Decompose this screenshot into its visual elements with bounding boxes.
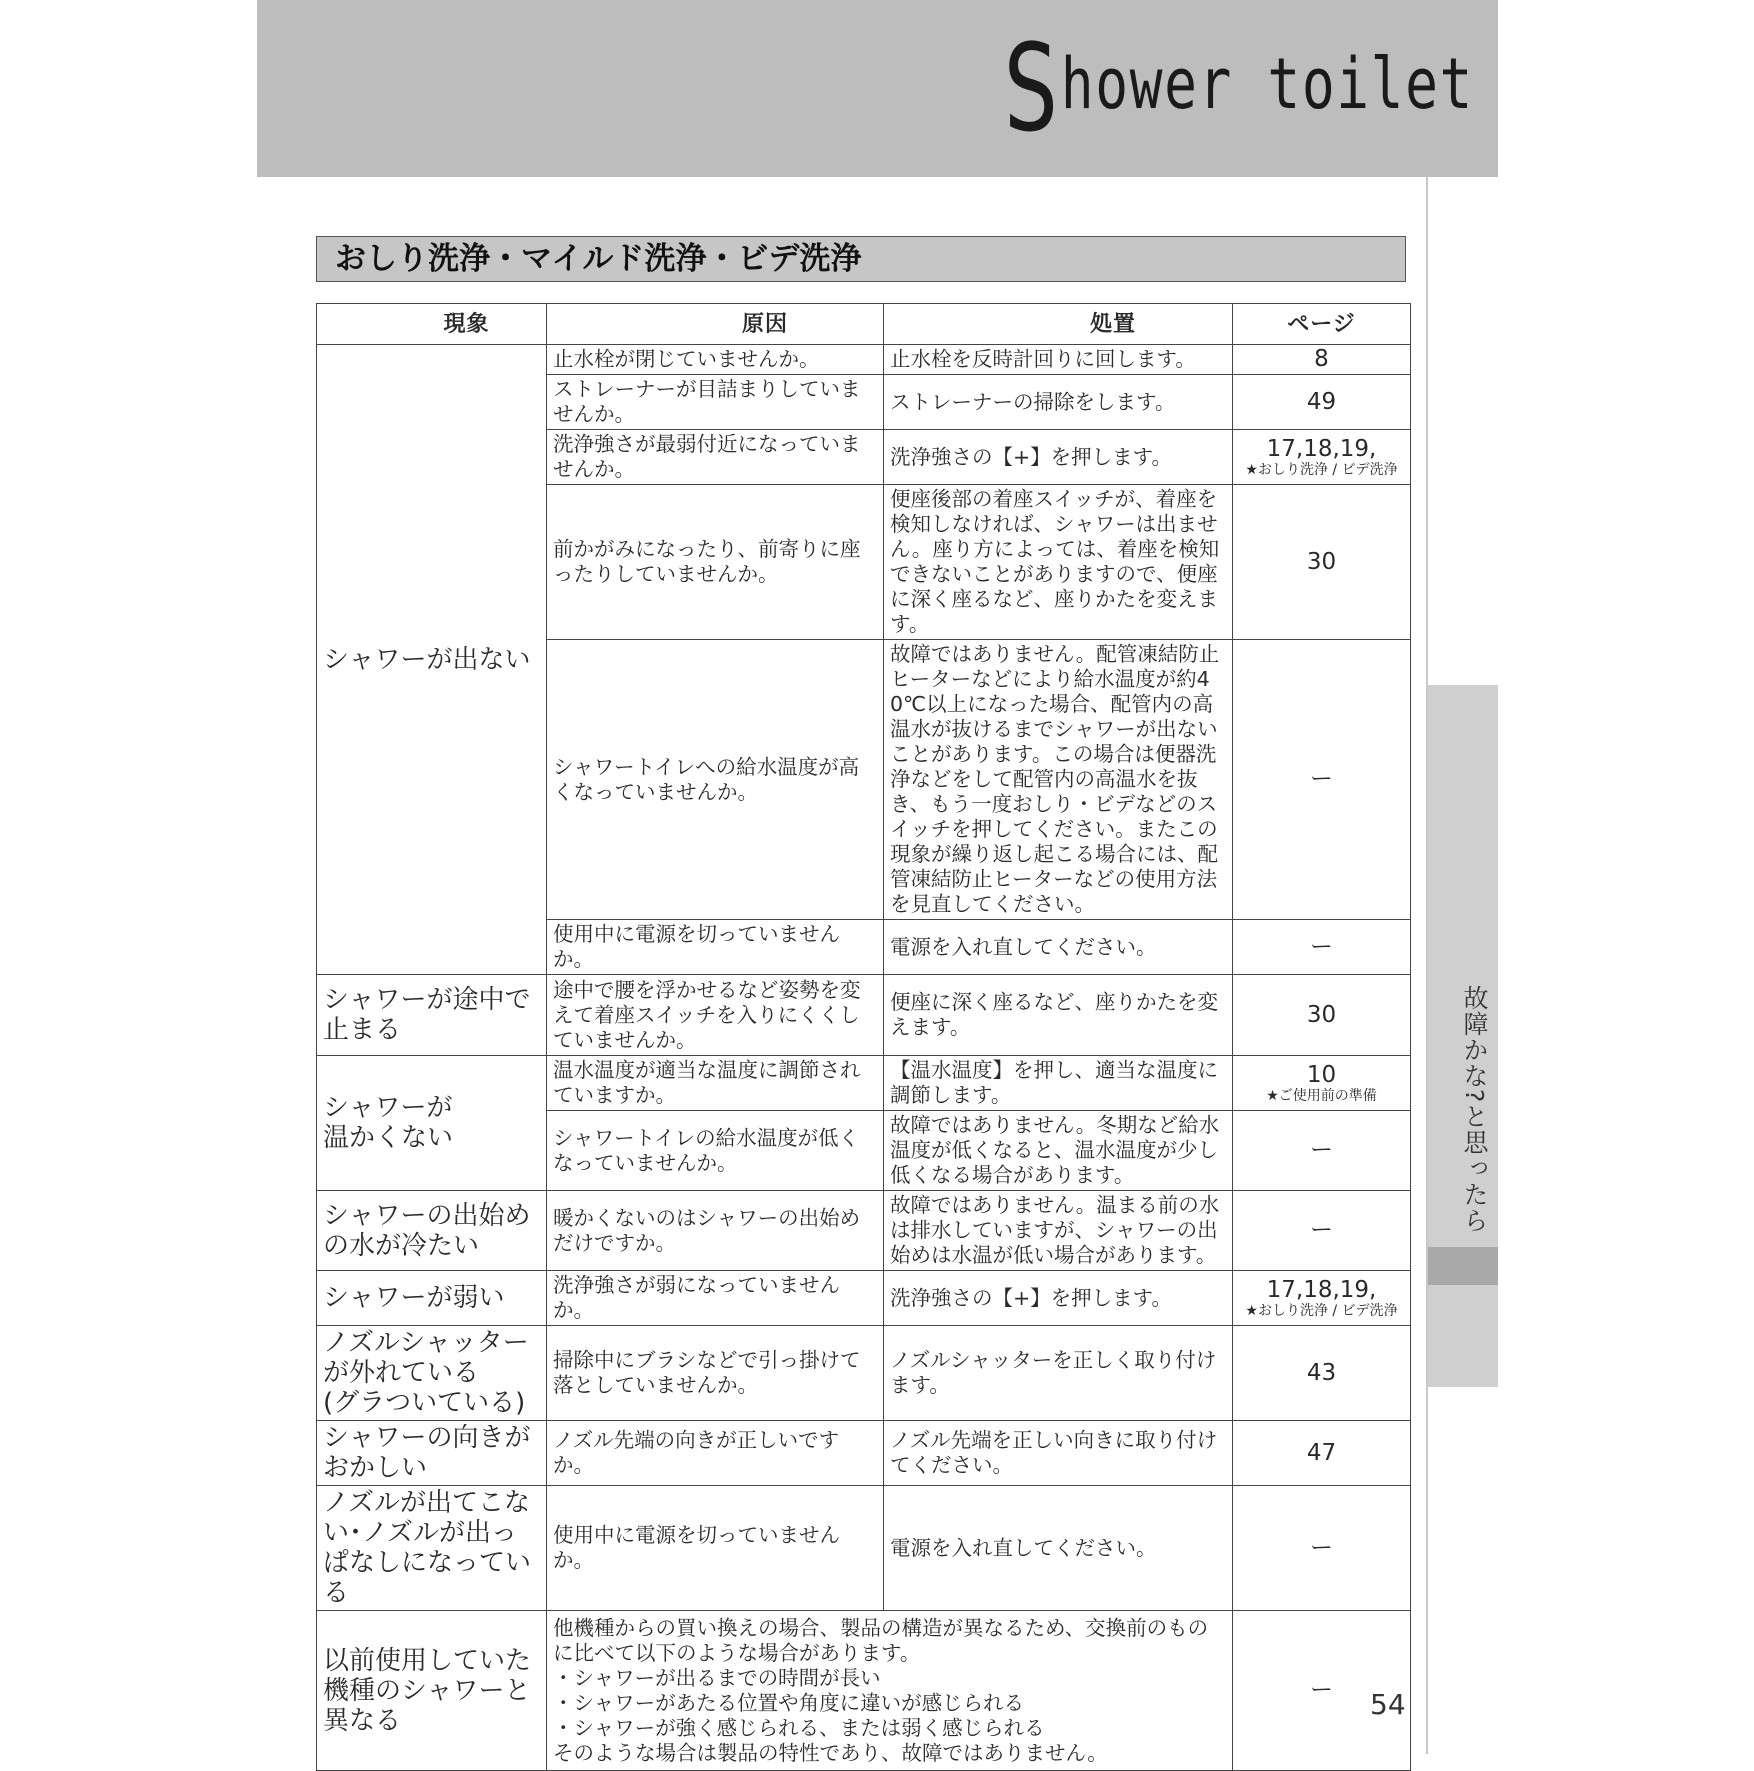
table-header-row — [317, 304, 1411, 345]
page-cell — [1233, 1271, 1411, 1326]
page-cell: 47 — [1233, 1421, 1411, 1486]
page-ref: 17,18,19, — [1266, 435, 1377, 462]
table-row — [317, 1611, 1411, 1771]
page-cell: ー — [1233, 1191, 1411, 1271]
note-bullet: ・シャワーがあたる位置や角度に違いが感じられる — [553, 1690, 1025, 1715]
symptom-cell: 以前使用していた機種のシャワーと異なる — [317, 1611, 547, 1771]
table-row — [317, 1271, 1411, 1326]
cause-cell: 使用中に電源を切っていませんか。 — [547, 1486, 884, 1611]
page-note: ★ご使用前の準備 — [1266, 1087, 1377, 1104]
cause-cell: ストレーナーが目詰まりしていませんか。 — [547, 375, 884, 430]
symptom-line: 温かくない — [323, 1123, 454, 1153]
table-row — [317, 1486, 1411, 1611]
remedy-cell: ノズルシャッターを正しく取り付けます。 — [884, 1326, 1233, 1421]
remedy-cell: 電源を入れ直してください。 — [884, 1486, 1233, 1611]
page-cell: ー — [1233, 920, 1411, 975]
brand-initial: S — [1002, 20, 1061, 159]
symptom-line: が外れている — [323, 1358, 480, 1388]
table-row — [317, 1421, 1411, 1486]
page-cell: 8 — [1233, 345, 1411, 375]
table-row — [317, 1326, 1411, 1421]
cause-cell: 止水栓が閉じていませんか。 — [547, 345, 884, 375]
note-bullet: ・シャワーが強く感じられる、または弱く感じられる — [553, 1715, 1045, 1740]
remedy-cell: 便座後部の着座スイッチが、着座を検知しなければ、シャワーは出ません。座り方によっては、着座を検知できないことがありますので、便座に深く座るなど、座りかたを変えます。 — [884, 485, 1233, 640]
page-cell — [1233, 430, 1411, 485]
symptom-cell: シャワーが出ない — [317, 345, 547, 975]
header-cause: 原因 — [547, 304, 884, 345]
remedy-cell: 故障ではありません。配管凍結防止ヒーターなどにより給水温度が約40℃以上になった場合、配管内の高温水が抜けるまでシャワーが出ないことがあります。この場合は便器洗浄などをして配管内の高温水を抜き、もう一度おしり・ビデなどのスイッチを押してください。またこの現象が繰り返し起こる場合には、配管凍結防止ヒーターなどの使用方法を見直してください。 — [884, 640, 1233, 920]
symptom-line: シャワーが — [323, 1093, 453, 1123]
symptom-cell: シャワーの出始めの水が冷たい — [317, 1191, 547, 1271]
cause-cell: 洗浄強さが弱になっていませんか。 — [547, 1271, 884, 1326]
note-line: 他機種からの買い換えの場合、製品の構造が異なるため、交換前のものに比べて以下のような場合があります。 — [553, 1615, 1209, 1665]
page-cell: ー — [1233, 640, 1411, 920]
brand-logo — [1003, 20, 1474, 159]
remedy-cell: ストレーナーの掃除をします。 — [884, 375, 1233, 430]
cause-cell: 途中で腰を浮かせるなど姿勢を変えて着座スイッチを入りにくくしていませんか。 — [547, 975, 884, 1056]
table-row — [317, 1056, 1411, 1111]
page-note: ★おしり洗浄 / ビデ洗浄 — [1245, 461, 1398, 478]
page-ref: 17,18,19, — [1266, 1276, 1377, 1303]
cause-cell: シャワートイレの給水温度が低くなっていませんか。 — [547, 1111, 884, 1191]
remedy-cell: 【温水温度】を押し、適当な温度に調節します。 — [884, 1056, 1233, 1111]
symptom-cell: シャワーが弱い — [317, 1271, 547, 1326]
table-row — [317, 1191, 1411, 1271]
remedy-cell: 洗浄強さの【+】を押します。 — [884, 430, 1233, 485]
side-index-tab-marker — [1428, 1247, 1498, 1285]
remedy-cell: 止水栓を反時計回りに回します。 — [884, 345, 1233, 375]
page-number: 54 — [1370, 1688, 1406, 1721]
cause-cell: 洗浄強さが最弱付近になっていませんか。 — [547, 430, 884, 485]
symptom-cell — [317, 1056, 547, 1191]
side-tab-label: 故障かな?と思ったら — [1460, 985, 1489, 1234]
symptom-cell — [317, 1326, 547, 1421]
note-bullet: ・シャワーが出るまでの時間が長い — [553, 1665, 881, 1690]
merged-note-cell — [547, 1611, 1233, 1771]
remedy-cell: 電源を入れ直してください。 — [884, 920, 1233, 975]
table-row — [317, 345, 1411, 375]
cause-cell: ノズル先端の向きが正しいですか。 — [547, 1421, 884, 1486]
cause-cell: 前かがみになったり、前寄りに座ったりしていませんか。 — [547, 485, 884, 640]
cause-cell: 使用中に電源を切っていませんか。 — [547, 920, 884, 975]
page-cell: ー — [1233, 1486, 1411, 1611]
brand-text: hower toilet — [1060, 43, 1474, 125]
remedy-cell: 便座に深く座るなど、座りかたを変えます。 — [884, 975, 1233, 1056]
page-note: ★おしり洗浄 / ビデ洗浄 — [1245, 1302, 1398, 1319]
page-ref: 10 — [1306, 1061, 1337, 1088]
page-cell: ー — [1233, 1111, 1411, 1191]
cause-cell: 掃除中にブラシなどで引っ掛けて落としていませんか。 — [547, 1326, 884, 1421]
symptom-cell: シャワーが途中で止まる — [317, 975, 547, 1056]
page-cell: 30 — [1233, 975, 1411, 1056]
remedy-cell: ノズル先端を正しい向きに取り付けてください。 — [884, 1421, 1233, 1486]
page-cell: ー — [1233, 1611, 1411, 1771]
page-cell: 30 — [1233, 485, 1411, 640]
symptom-cell: ノズルが出てこない･ノズルが出っぱなしになっている — [317, 1486, 547, 1611]
section-title: おしり洗浄・マイルド洗浄・ビデ洗浄 — [316, 236, 1406, 282]
header-symptom: 現象 — [317, 304, 547, 345]
header-page: ページ — [1233, 304, 1411, 345]
page-cell — [1233, 1056, 1411, 1111]
troubleshooting-table — [316, 303, 1411, 1771]
remedy-cell: 故障ではありません。冬期など給水温度が低くなると、温水温度が少し低くなる場合があります。 — [884, 1111, 1233, 1191]
cause-cell: 温水温度が適当な温度に調節されていますか。 — [547, 1056, 884, 1111]
symptom-cell: シャワーの向きがおかしい — [317, 1421, 547, 1486]
remedy-cell: 洗浄強さの【+】を押します。 — [884, 1271, 1233, 1326]
header-band — [257, 0, 1498, 177]
remedy-cell: 故障ではありません。温まる前の水は排水していますが、シャワーの出始めは水温が低い場合があります。 — [884, 1191, 1233, 1271]
page-cell: 43 — [1233, 1326, 1411, 1421]
note-line: そのような場合は製品の特性であり、故障ではありません。 — [553, 1740, 1108, 1765]
cause-cell: シャワートイレへの給水温度が高くなっていませんか。 — [547, 640, 884, 920]
symptom-line: (グラついている) — [323, 1388, 526, 1418]
page-cell: 49 — [1233, 375, 1411, 430]
symptom-line: ノズルシャッター — [323, 1328, 529, 1358]
header-remedy: 処置 — [884, 304, 1233, 345]
table-row — [317, 975, 1411, 1056]
cause-cell: 暖かくないのはシャワーの出始めだけですか。 — [547, 1191, 884, 1271]
